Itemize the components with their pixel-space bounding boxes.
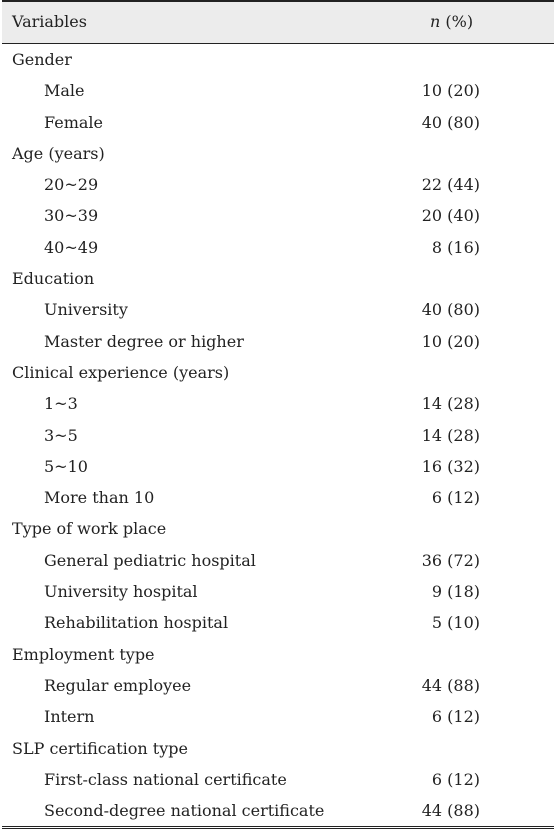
row-label: More than 10 (44, 488, 155, 508)
row-label: 5~10 (44, 456, 88, 476)
row-value: 10 (20) (421, 331, 480, 351)
header-n-percent (430, 12, 473, 31)
row-value: 40 (80) (421, 112, 480, 132)
table-row (2, 294, 554, 325)
category-label: Clinical experience (years) (12, 362, 230, 382)
row-label: Regular employee (44, 675, 192, 695)
row-value: 36 (72) (421, 550, 480, 570)
row-label: Female (44, 112, 103, 132)
row-value: 6 (12) (431, 488, 480, 508)
table-row (2, 701, 554, 732)
category-row (2, 639, 554, 670)
header-variables: Variables (12, 12, 87, 31)
row-value: 16 (32) (421, 456, 480, 476)
row-value: 44 (88) (421, 801, 480, 821)
category-label: Gender (12, 50, 72, 69)
row-label: Second-degree national certificate (44, 801, 325, 821)
row-value: 8 (16) (431, 237, 480, 257)
category-row (2, 138, 554, 169)
category-label: Age (years) (12, 143, 105, 163)
row-value: 9 (18) (431, 582, 480, 602)
row-label: 40~49 (44, 237, 99, 257)
table-row (2, 764, 554, 795)
row-label: Master degree or higher (44, 331, 244, 351)
row-label: Male (44, 81, 85, 101)
row-label: Intern (44, 707, 95, 727)
row-value: 22 (44) (421, 175, 480, 195)
row-label: 3~5 (44, 425, 78, 445)
table-row (2, 545, 554, 576)
table-row (2, 576, 554, 607)
table-row (2, 232, 554, 263)
table-row (2, 420, 554, 451)
table-row (2, 200, 554, 231)
row-label: University hospital (44, 582, 198, 602)
row-value: 6 (12) (431, 707, 480, 727)
row-label: First-class national certificate (44, 769, 287, 789)
table-header (2, 0, 554, 44)
category-row (2, 263, 554, 294)
row-label: Rehabilitation hospital (44, 613, 229, 633)
row-label: 30~39 (44, 206, 99, 226)
table-row (2, 75, 554, 106)
row-value: 5 (10) (431, 613, 480, 633)
category-label: Education (12, 269, 95, 289)
row-value: 40 (80) (421, 300, 480, 320)
row-label: University (44, 300, 128, 320)
row-value: 14 (28) (421, 425, 480, 445)
header-percent: (%) (440, 12, 474, 31)
row-label: 1~3 (44, 394, 78, 414)
table-row (2, 169, 554, 200)
category-row (2, 357, 554, 388)
demographics-table (2, 0, 554, 829)
category-label: SLP certification type (12, 738, 188, 758)
category-row (2, 44, 554, 75)
table-row (2, 795, 554, 826)
table-row (2, 670, 554, 701)
table-row (2, 326, 554, 357)
row-label: 20~29 (44, 175, 99, 195)
row-value: 10 (20) (421, 81, 480, 101)
category-label: Type of work place (12, 519, 167, 539)
row-value: 44 (88) (421, 675, 480, 695)
table-row (2, 388, 554, 419)
category-row (2, 513, 554, 544)
category-label: Employment type (12, 644, 155, 664)
table-body (2, 44, 554, 826)
table-row (2, 451, 554, 482)
table-row (2, 107, 554, 138)
row-value: 20 (40) (421, 206, 480, 226)
table-row (2, 482, 554, 513)
table-row (2, 607, 554, 638)
row-value: 14 (28) (421, 394, 480, 414)
category-row (2, 733, 554, 764)
header-n: n (430, 12, 441, 31)
row-value: 6 (12) (431, 769, 480, 789)
row-label: General pediatric hospital (44, 550, 256, 570)
